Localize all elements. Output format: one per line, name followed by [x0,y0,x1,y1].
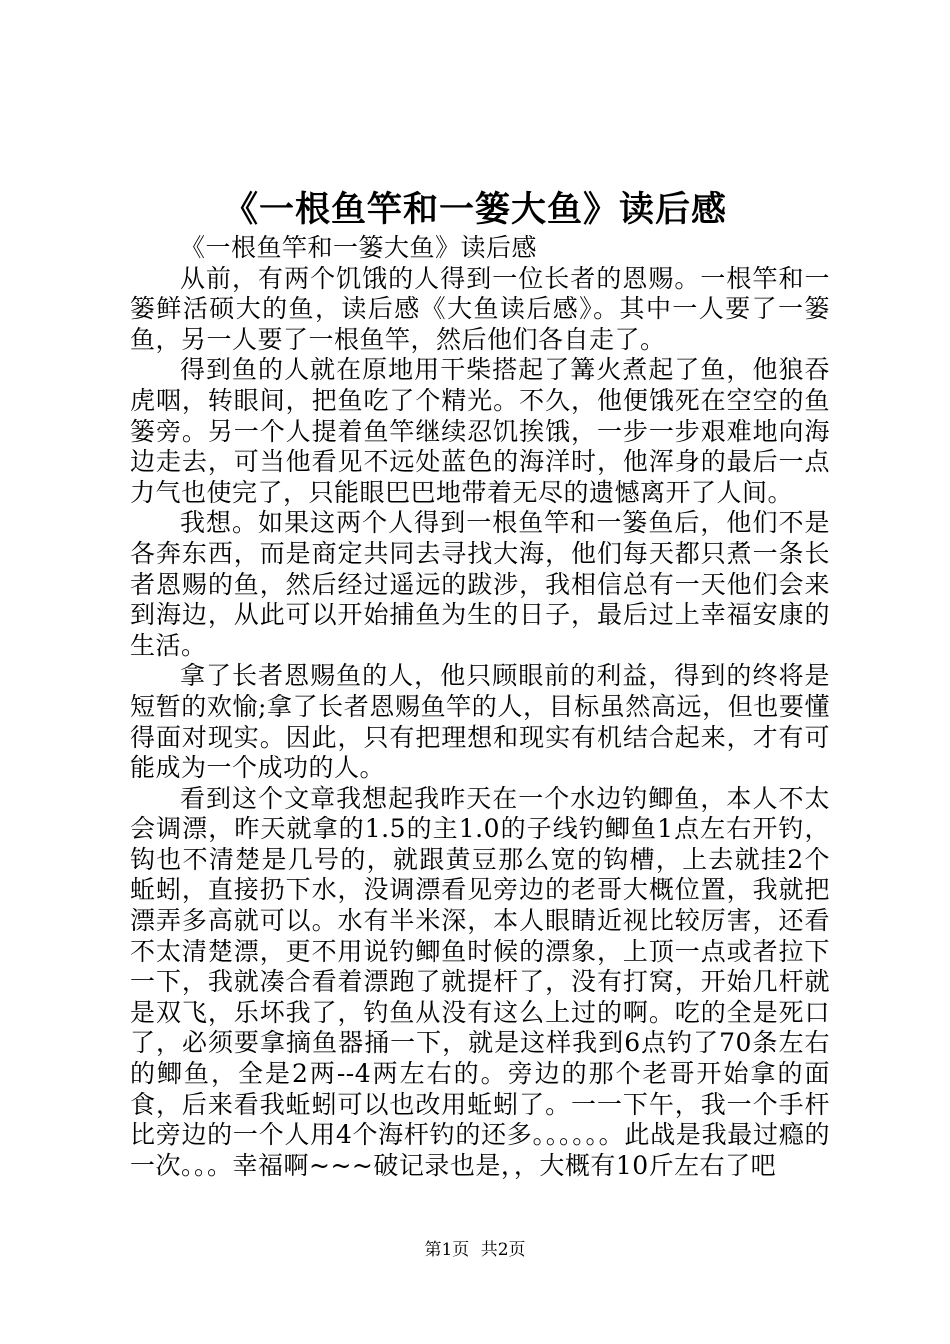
page-footer [0,1238,950,1262]
document-title: 《一根鱼竿和一篓大鱼》读后感 [222,189,727,230]
paragraph: 从前，有两个饥饿的人得到一位长者的恩赐。一根竿和一篓鲜活硕大的鱼，读后感《大鱼读后感》。其中一人要了一篓鱼，另一人要了一根鱼竿，然后他们各自走了。 [130,263,830,354]
page-number: 第1页 [424,1240,470,1260]
paragraph: 得到鱼的人就在原地用干柴搭起了篝火煮起了鱼，他狼吞虎咽，转眼间，把鱼吃了个精光。不久，他便饿死在空空的鱼篓旁。另一个人提着鱼竿继续忍饥挨饿，一步一步艰难地向海边走去，可当他看见不远处蓝色的海洋时，他浑身的最后一点力气也使完了，只能眼巴巴地带着无尽的遗憾离开了人间。 [130,355,830,507]
page-total: 共2页 [480,1240,526,1260]
paragraph: 我想。如果这两个人得到一根鱼竿和一篓鱼后，他们不是各奔东西，而是商定共同去寻找大海，他们每天都只煮一条长者恩赐的鱼，然后经过遥远的跋涉，我相信总有一天他们会来到海边，从此可以开始捕鱼为生的日子，最后过上幸福安康的生活。 [130,508,830,660]
document-body [130,233,830,1181]
paragraph: 看到这个文章我想起我昨天在一个水边钓鲫鱼，本人不太会调漂，昨天就拿的1.5的主1.0的子线钓鲫鱼1点左右开钓，钩也不清楚是几号的，就跟黄豆那么宽的钩槽，上去就挂2个蚯蚓，直接扔下水，没调漂看见旁边的老哥大概位置，我就把漂弄多高就可以。水有半米深，本人眼睛近视比较厉害，还看不太清楚漂，更不用说钓鲫鱼时候的漂象，上顶一点或者拉下一下，我就凑合看着漂跑了就提杆了，没有打窝，开始几杆就是双飞，乐坏我了，钓鱼从没有这么上过的啊。吃的全是死口了，必须要拿摘鱼器捅一下，就是这样我到6点钓了70条左右的鲫鱼，全是2两--4两左右的。旁边的那个老哥开始拿的面食，后来看我蚯蚓可以也改用蚯蚓了。一一下午，我一个手杆比旁边的一个人用4个海杆钓的还多。。。。。。此战是我最过瘾的一次。。。幸福啊~~~破记录也是，，大概有10斤左右了吧 [130,783,830,1180]
paragraph-subtitle: 《一根鱼竿和一篓大鱼》读后感 [180,233,538,262]
paragraph: 拿了长者恩赐鱼的人，他只顾眼前的利益，得到的终将是短暂的欢愉;拿了长者恩赐鱼竿的人，目标虽然高远，但也要懂得面对现实。因此，只有把理想和现实有机结合起来，才有可能成为一个成功的人。 [130,661,830,783]
